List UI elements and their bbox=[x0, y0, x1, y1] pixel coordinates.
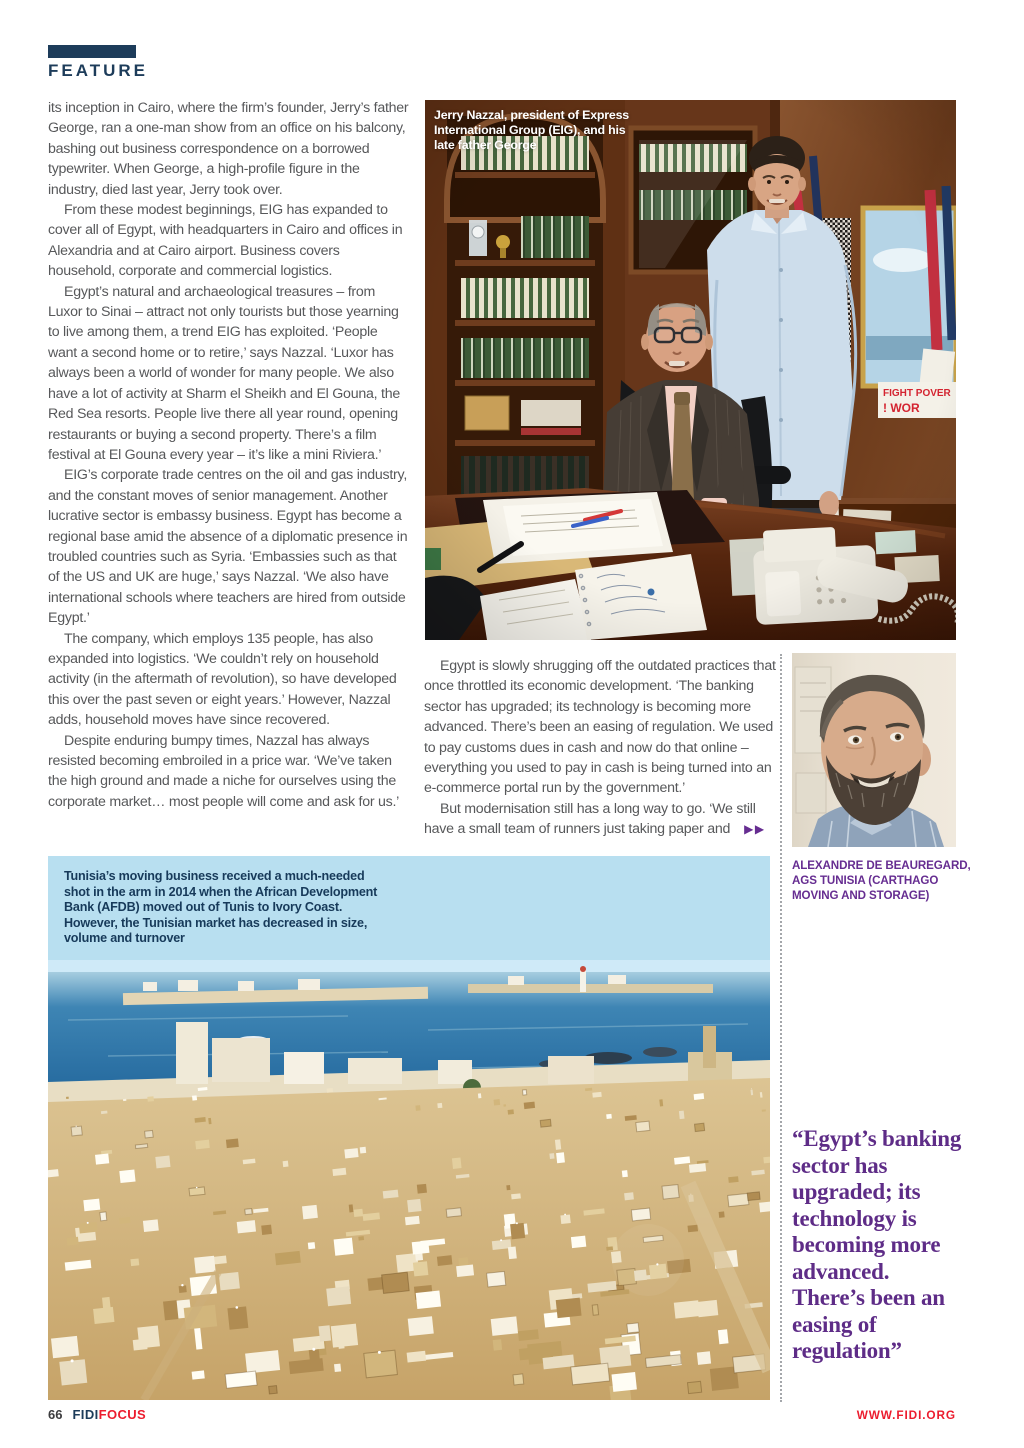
tunis-caption: Tunisia’s moving business received a much-needed shot in the arm in 2014 when the African Development Bank (AFDB) moved out of Tunis to Ivory Coast. However, the Tunisian market has decreased in size, volume and turnover bbox=[64, 869, 378, 946]
paragraph: EIG’s corporate trade centres on the oil and gas industry, and the constant moves of senior management. Another lucrative sector is embassy business. Egypt has become a regional base amid the absence of a diplomatic presence in troubled countries such as Syria. ‘Embassies such as that of the US and UK are huge,’ says Nazzal. ‘We also have international schools where teachers are hired from outside Egypt.’ bbox=[48, 467, 408, 627]
paragraph: Despite enduring bumpy times, Nazzal has always resisted becoming embroiled in a price war. ‘We’ve taken the high ground and made a niche for ourselves using the corporate market… most people will come and ask for us.’ bbox=[48, 732, 400, 810]
tunis-photo-illustration bbox=[48, 960, 770, 1400]
section-label: FEATURE bbox=[48, 61, 149, 80]
paragraph: Egypt’s natural and archaeological treasures – from Luxor to Sinai – attract not only tourists but those yearning to live among them, a trend EIG has exploited. ‘People want a second home or to retire,’ says Nazzal. ‘Luxor has always been a world of wonder for many people. We also have a lot of activity at Sharm el Sheikh and El Gouna, the Red Sea resorts. People live there all year round, opening restaurants or buying a second property. There’s a film festival at El Gouna every year – it’s like a mini Riviera.’ bbox=[48, 283, 400, 463]
paragraph: its inception in Cairo, where the firm’s founder, Jerry’s father George, ran a one-man show from an office on his balcony, bashing out business correspondence on a borrowed typewriter. When George, a high-profile figure in the industry, died last year, Jerry took over. bbox=[48, 100, 409, 198]
logo-focus: FOCUS bbox=[98, 1407, 147, 1422]
paragraph: The company, which employs 135 people, has also expanded into logistics. ‘We couldn’t rely on household activity (in the aftermath of revolution), so have developed this over the past seven or eight years.’ However, Nazzal adds, household moves have since recovered. bbox=[48, 630, 397, 729]
headshot-caption: ALEXANDRE DE BEAUREGARD, AGS TUNISIA (CARTHAGO MOVING AND STORAGE) bbox=[792, 859, 971, 903]
headshot-photo bbox=[792, 653, 956, 847]
pull-quote: “Egypt’s banking sector has upgraded; its technology is becoming more advanced. There’s been an easing of regulation” bbox=[792, 1126, 962, 1363]
logo-fidi: FIDI bbox=[72, 1407, 99, 1422]
tunis-photo bbox=[48, 960, 770, 1400]
page-number: 66 bbox=[48, 1407, 63, 1422]
tunis-caption-box bbox=[48, 856, 770, 960]
office-photo-caption: Jerry Nazzal, president of Express International Group (EIG), and his late father George bbox=[434, 108, 629, 152]
feature-kicker-bar bbox=[48, 45, 136, 58]
website-url: WWW.FIDI.ORG bbox=[856, 1408, 956, 1422]
paragraph-text: But modernisation still has a long way to go. ‘We still have a small team of runners just taking paper and bbox=[424, 800, 756, 838]
paragraph: From these modest beginnings, EIG has expanded to cover all of Egypt, with headquarters in Cairo and offices in Alexandria and at Cairo airport. Business covers household, corporate and commercial logistics. bbox=[48, 202, 403, 280]
continuation-arrows-icon: ▶▶ bbox=[744, 822, 766, 837]
column-divider-dotted bbox=[780, 654, 782, 1402]
office-photo-illustration bbox=[425, 100, 956, 640]
paragraph bbox=[424, 799, 776, 840]
article-column-1 bbox=[48, 98, 410, 812]
article-column-2 bbox=[424, 656, 776, 840]
paragraph: Egypt is slowly shrugging off the outdated practices that once throttled its economic development. ‘The banking sector has upgraded; its technology is becoming more advanced. There’s been an easing of regulation. We used to pay customs dues in cash and now do that online – everything you used to pay in cash is being turned into an e-commerce portal run by the government.’ bbox=[424, 658, 776, 797]
footer bbox=[48, 1407, 146, 1422]
headshot-illustration bbox=[792, 653, 956, 847]
office-photo bbox=[425, 100, 956, 640]
